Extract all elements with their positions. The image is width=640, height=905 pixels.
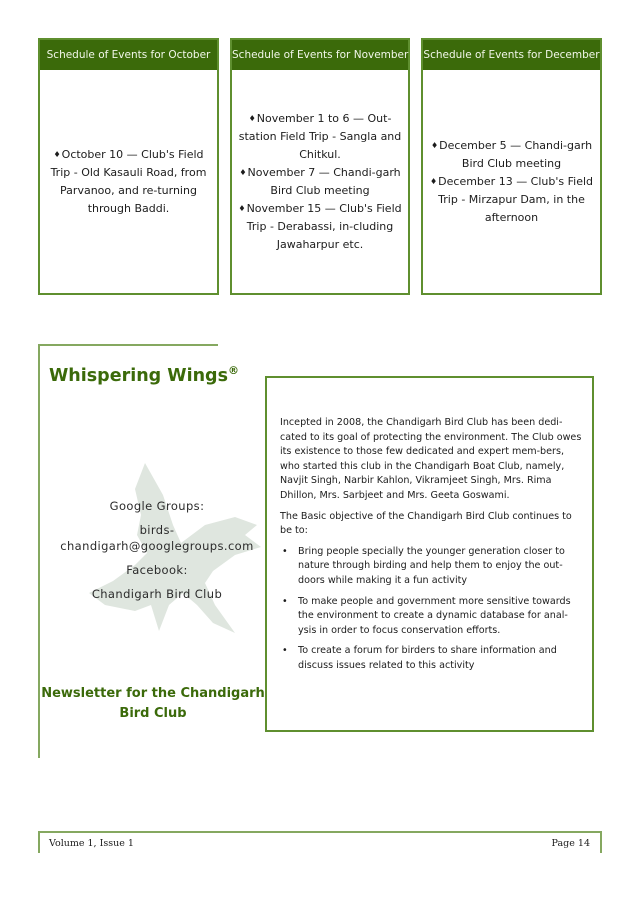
footer-right-tick — [600, 831, 602, 853]
masthead-title: Whispering Wings® — [49, 364, 239, 386]
footer-page-number: Page 14 — [551, 838, 590, 849]
bullet-icon: • — [282, 645, 288, 657]
event-item: ♦December 5 — Chandi-garh Bird Club meeting — [430, 138, 593, 170]
registered-mark: ® — [227, 364, 239, 377]
contact-info — [44, 498, 270, 602]
objective-item: • To make people and government more sensitive towards the environment to create a dynamic database for anal-ysis in order to focus conservation efforts. — [282, 595, 571, 636]
objective-item: • Bring people specially the younger generation closer to nature through birding and help them to enjoy the out-doors while making it a fun activity — [282, 545, 565, 586]
about-objective: The Basic objective of the Chandigarh Bird Club continues to be to: — [280, 510, 572, 537]
schedule-november-title: Schedule of Events for November — [232, 40, 408, 70]
newsletter-subtitle: Newsletter for the Chandigarh Bird Club — [41, 686, 265, 721]
google-groups-email-line1: birds- — [139, 523, 175, 537]
footer-left-tick — [38, 831, 40, 853]
schedule-november-events — [232, 110, 408, 254]
diamond-bullet-icon: ♦ — [430, 140, 439, 150]
footer-volume: Volume 1, Issue 1 — [49, 838, 134, 849]
schedule-october-events — [40, 146, 217, 218]
schedule-december-events — [423, 137, 600, 227]
event-item: ♦November 15 — Club's Field Trip - Derabassi, in-cluding Jawaharpur etc. — [238, 201, 402, 251]
schedule-october-box — [38, 38, 219, 295]
diamond-bullet-icon: ♦ — [238, 203, 246, 213]
event-item: ♦November 7 — Chandi-garh Bird Club meeting — [239, 165, 401, 197]
google-groups-label: Google Groups: — [109, 499, 205, 513]
about-club-box — [265, 376, 594, 732]
about-intro: Incepted in 2008, the Chandigarh Bird Club has been dedi-cated to its goal of protecting the environment. The Club owes its existence to those few dedicated and expert mem-bers, who started this club in the Chandigarh Boat Club, namely, Navjit Singh, Narbir Kahlon, Vikramjeet Singh, Mrs. Rima Dhillon, Mrs. Sarbjeet and Mrs. Geeta Goswami. — [280, 417, 582, 501]
facebook-value: Chandigarh Bird Club — [91, 587, 223, 601]
schedule-december-box — [421, 38, 602, 295]
diamond-bullet-icon: ♦ — [248, 113, 256, 123]
schedule-october-title: Schedule of Events for October — [40, 40, 217, 70]
event-item: ♦November 1 to 6 — Out-station Field Trip - Sangla and Chitkul. — [238, 111, 402, 161]
objective-item: • To create a forum for birders to share information and discuss issues related to this activity — [282, 645, 557, 671]
schedule-november-box — [230, 38, 410, 295]
schedule-december-title: Schedule of Events for December — [423, 40, 600, 70]
facebook-label: Facebook: — [126, 563, 188, 577]
footer-rule — [38, 831, 602, 833]
google-groups-email-line2[interactable]: chandigarh@googlegroups.com — [60, 539, 254, 553]
bullet-icon: • — [282, 545, 288, 557]
event-item: ♦October 10 — Club's Field Trip - Old Kasauli Road, from Parvanoo, and re-turning through Baddi. — [50, 147, 207, 215]
event-item: ♦December 13 — Club's Field Trip - Mirzapur Dam, in the afternoon — [429, 174, 594, 224]
diamond-bullet-icon: ♦ — [239, 167, 247, 177]
objectives-list — [280, 545, 584, 674]
diamond-bullet-icon: ♦ — [53, 149, 61, 159]
sidebar-top-rule — [38, 344, 218, 346]
bullet-icon: • — [282, 595, 288, 607]
diamond-bullet-icon: ♦ — [429, 176, 438, 186]
